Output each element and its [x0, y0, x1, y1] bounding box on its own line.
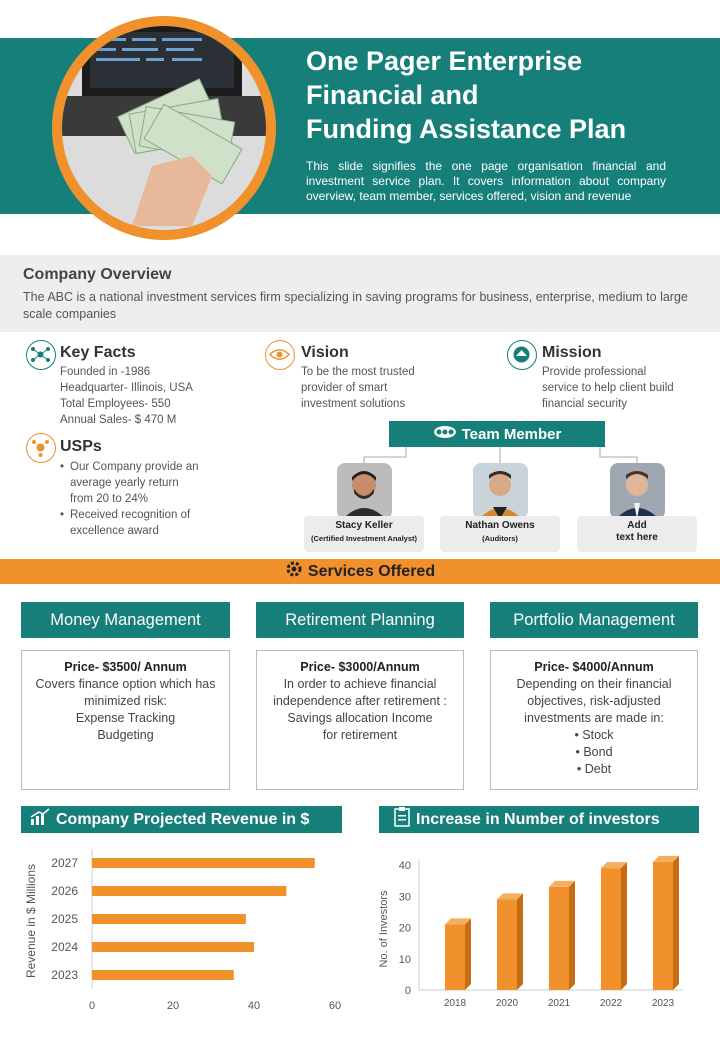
bar-side	[517, 893, 523, 990]
y-tick-label: 30	[398, 891, 411, 904]
y-tick-label: 10	[398, 953, 411, 966]
team-member-header	[389, 421, 605, 447]
y-tick-label: 2026	[51, 884, 78, 898]
key-fact: Total Employees- 550	[60, 398, 171, 410]
service-line: In order to achieve financial	[283, 677, 437, 691]
service-bullet: • Stock	[574, 728, 614, 742]
usp-line: excellence award	[70, 525, 159, 537]
bar-side	[569, 881, 575, 990]
bullet-text: Stock	[582, 728, 614, 742]
x-tick-label: 2021	[547, 998, 571, 1009]
bullet-text: Bond	[583, 745, 613, 759]
money-photo	[62, 26, 266, 230]
bar-side	[673, 856, 679, 990]
x-tick-label: 2020	[495, 998, 519, 1009]
network-icon	[26, 340, 56, 370]
key-facts-title: Key Facts	[60, 344, 136, 361]
bar	[445, 924, 465, 990]
vision-text	[301, 364, 415, 412]
title-line: Funding Assistance Plan	[306, 114, 627, 144]
service-heading: Money Management	[21, 602, 230, 638]
usp-item	[60, 507, 220, 539]
member-role: (Auditors)	[482, 534, 518, 543]
bar	[92, 942, 254, 952]
investors-chart	[375, 845, 705, 1020]
revenue-chart	[20, 845, 350, 1020]
x-tick-label: 20	[166, 1000, 180, 1012]
usp-item	[60, 459, 220, 507]
mission-text	[542, 364, 674, 412]
bar	[92, 970, 234, 980]
member-name: Stacy Keller	[335, 520, 393, 531]
service-line: independence after retirement :	[273, 694, 447, 708]
member-role: text here	[616, 532, 658, 543]
investors-chart-title: Increase in Number of investors	[416, 810, 660, 828]
title-line: One Pager Enterprise	[306, 46, 583, 76]
avatar	[473, 463, 528, 519]
bar	[92, 914, 246, 924]
key-facts-list	[60, 364, 193, 428]
service-line: Budgeting	[97, 728, 154, 742]
y-tick-label: 0	[404, 985, 411, 997]
y-tick-label: 2025	[51, 912, 78, 926]
x-tick-label: 2018	[443, 998, 467, 1009]
bar	[92, 858, 315, 868]
x-tick-label: 0	[88, 1000, 96, 1012]
usps-title: USPs	[60, 438, 102, 455]
member-card	[440, 516, 560, 552]
service-line: investments are made in:	[524, 711, 664, 725]
avatar	[610, 463, 665, 519]
mission-title: Mission	[542, 344, 602, 361]
mission-line: financial security	[542, 398, 628, 410]
bar	[601, 868, 621, 990]
service-heading: Retirement Planning	[256, 602, 464, 638]
service-bullet: • Debt	[576, 762, 612, 776]
service-line: Expense Tracking	[75, 711, 176, 725]
usps-list	[60, 459, 220, 539]
bar	[549, 887, 569, 990]
x-tick-label: 40	[247, 1000, 261, 1012]
vision-line: investment solutions	[301, 398, 406, 410]
page-title	[306, 44, 706, 146]
bar-side	[465, 918, 471, 990]
services-header	[0, 559, 720, 584]
vision-title: Vision	[301, 344, 349, 361]
y-tick-label: 40	[398, 860, 411, 872]
x-tick-label: 60	[328, 1000, 342, 1012]
revenue-chart-header	[21, 806, 342, 833]
x-tick-label: 2022	[599, 998, 623, 1009]
team-member-title: Team Member	[461, 425, 562, 443]
service-line: Covers finance option which has	[35, 677, 216, 691]
bullet-text: Debt	[584, 762, 612, 776]
team-icon	[433, 425, 457, 443]
service-line: objectives, risk-adjusted	[527, 694, 661, 708]
usp-line: Our Company provide an	[70, 461, 199, 473]
chart-icon	[29, 808, 51, 831]
member-card	[577, 516, 697, 552]
overview-text: The ABC is a national investment services firm specializing in saving programs for business, enterprise, medium to large scale companies	[23, 290, 688, 321]
usp-line: Received recognition of	[70, 509, 191, 521]
mission-line: service to help client build	[542, 382, 674, 394]
bar	[653, 862, 673, 990]
service-price: Price- $3500/ Annum	[64, 660, 187, 674]
service-price: Price- $4000/Annum	[534, 660, 654, 674]
service-price: Price- $3000/Annum	[300, 660, 420, 674]
y-tick-label: 20	[398, 922, 411, 935]
vision-line: To be the most trusted	[301, 366, 415, 378]
gear-icon	[285, 560, 303, 583]
title-line: Financial and	[306, 80, 479, 110]
y-axis-label: Revenue in $ Millions	[24, 863, 38, 979]
member-name: Nathan Owens	[465, 520, 535, 531]
avatar	[337, 463, 392, 519]
overview-title: Company Overview	[23, 266, 172, 283]
eye-icon	[265, 340, 295, 370]
service-box	[490, 650, 698, 790]
service-heading: Portfolio Management	[490, 602, 698, 638]
bar	[497, 899, 517, 990]
bar	[92, 886, 286, 896]
key-fact: Annual Sales- $ 470 M	[60, 414, 177, 426]
page-subtitle: This slide signifies the one page organisation financial and investment service plan. It covers information about company overview, team member, services offered, vision and revenue	[306, 159, 666, 203]
y-tick-label: 2024	[51, 940, 78, 954]
service-bullet: • Bond	[575, 745, 613, 759]
member-name: Add	[627, 520, 647, 531]
y-axis-label: No. of Investors	[378, 890, 390, 968]
target-icon	[507, 340, 537, 370]
vision-line: provider of smart	[301, 382, 388, 394]
member-role: (Certified Investment Analyst)	[311, 534, 417, 543]
key-fact: Founded in -1986	[60, 366, 151, 378]
service-line: Savings allocation Income	[287, 711, 433, 725]
service-line: minimized risk:	[84, 694, 167, 708]
mission-line: Provide professional	[542, 366, 647, 378]
clipboard-icon	[393, 807, 411, 832]
investors-chart-header	[379, 806, 699, 833]
bar-side	[621, 862, 627, 990]
revenue-chart-title: Company Projected Revenue in $	[56, 810, 310, 828]
bullet: •	[60, 509, 65, 521]
key-fact: Headquarter- Illinois, USA	[60, 382, 193, 394]
bullet: •	[60, 461, 65, 473]
usp-icon	[26, 433, 56, 463]
usp-line: from 20 to 24%	[70, 493, 148, 505]
y-tick-label: 2023	[51, 968, 78, 982]
services-title: Services Offered	[307, 562, 436, 580]
member-card	[304, 516, 424, 552]
service-line: for retirement	[322, 728, 398, 742]
service-line: Depending on their financial	[516, 677, 672, 691]
x-tick-label: 2023	[651, 998, 675, 1009]
service-box	[21, 650, 230, 790]
y-tick-label: 2027	[51, 856, 78, 870]
service-box	[256, 650, 464, 790]
usp-line: average yearly return	[70, 477, 179, 489]
